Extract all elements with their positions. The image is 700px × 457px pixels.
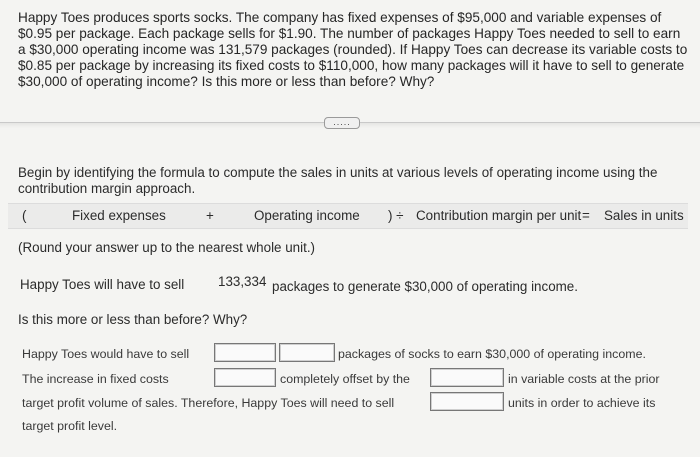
formula-contribution-margin[interactable]: Contribution margin per unit: [416, 208, 582, 223]
variable-cost-change-select[interactable]: [430, 368, 504, 387]
sell-sentence: [20, 274, 578, 294]
line2-suffix: in variable costs at the prior: [508, 372, 660, 386]
rounding-note: (Round your answer up to the nearest whole unit.): [18, 240, 315, 255]
instruction-text: Begin by identifying the formula to compute the sales in units at various levels of operating income using the contribution margin approach.: [18, 165, 658, 196]
packages-input-a[interactable]: [214, 343, 276, 362]
formula-sales-in-units: Sales in units: [604, 208, 684, 223]
sell-prefix: Happy Toes will have to sell: [20, 277, 185, 292]
formula-operating-income[interactable]: Operating income: [254, 208, 360, 223]
line4: target profit level.: [22, 419, 118, 433]
formula-open-paren: (: [22, 208, 27, 223]
packages-input-b[interactable]: [279, 343, 335, 362]
formula-fixed-expenses[interactable]: Fixed expenses: [72, 208, 166, 223]
line1-prefix: Happy Toes would have to sell: [22, 347, 190, 361]
formula-row: [8, 203, 688, 229]
line2-prefix: The increase in fixed costs: [22, 372, 169, 386]
line3-prefix: target profit volume of sales. Therefore, Happy Toes will need to sell: [22, 396, 395, 410]
line3-suffix: units in order to achieve its: [508, 396, 656, 410]
formula-close-divide: ) ÷: [388, 208, 404, 223]
packages-answer-field[interactable]: 133,334: [218, 274, 267, 289]
problem-statement: Happy Toes produces sports socks. The company has fixed expenses of $95,000 and variable expenses of $0.95 per package. Each package sells for $1.90. The number of packages Happy Toes needed to sell to earn a $30,000 operating income was 131,579 packages (rounded). If Happy Toes can decrease its variable costs to $0.85 per package by increasing its fixed costs to $110,000, how many packages will it have to sell to generate $30,000 of operating income? Is this more or less than before? Why?: [18, 10, 688, 89]
line1-suffix: packages of socks to earn $30,000 of operating income.: [338, 347, 646, 361]
formula-plus: +: [206, 208, 214, 223]
formula-equals: =: [582, 208, 590, 223]
more-less-select[interactable]: [430, 392, 504, 411]
comparison-question: Is this more or less than before? Why?: [18, 312, 248, 327]
sell-suffix: packages to generate $30,000 of operating income.: [272, 279, 578, 294]
expand-button[interactable]: .....: [324, 117, 360, 129]
offset-select[interactable]: [214, 368, 276, 387]
line2-mid: completely offset by the: [280, 372, 410, 386]
